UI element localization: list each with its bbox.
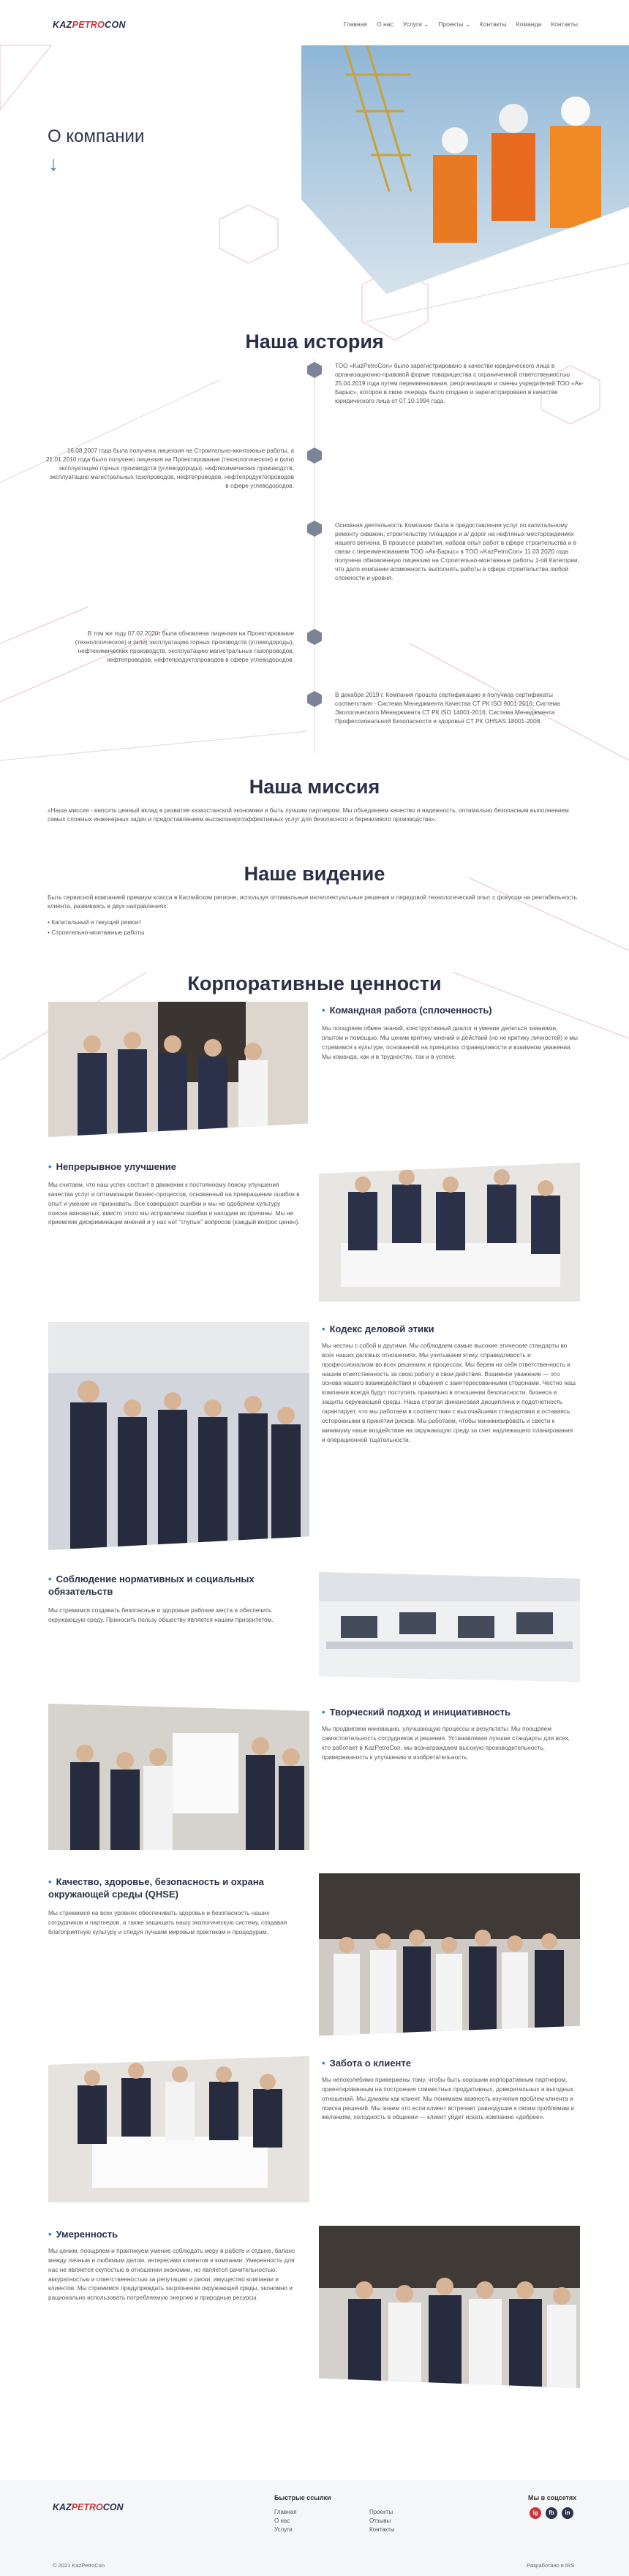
value-title: • Кодекс деловой этики: [322, 1323, 434, 1334]
main-nav: [344, 20, 578, 29]
value-title: • Непрерывное улучшение: [48, 1161, 176, 1172]
timeline-hex-icon: [307, 521, 322, 537]
developer-credit[interactable]: Разработано в IRS: [527, 2562, 575, 2569]
timeline-hex-icon: [307, 362, 322, 378]
timeline-hex-icon: [307, 629, 322, 645]
history-item: ТОО «KazPetroCon» было зарегистрировано в качестве юридического лица в организационно-правовой форме товарищества с ограниченной ответственностью 25.04.2019 года путем переименования, реорганизации и смены учредителей ТОО «Ак-Барыс», которое в свою очередь было создано и зарегистрировано в качестве юридического лица от 07.10.1994 года.: [335, 362, 584, 405]
footer-logo[interactable]: KAZPETROCON: [53, 2502, 124, 2512]
footer-link[interactable]: Отзывы: [369, 2518, 391, 2524]
value-text: Мы продвигаем инновацию, улучшающую процессы и результаты. Мы поощряем самостоятельность сотрудников и решения. Устанавливая лучшие стандарты для всех, кто работает в KazPetroCon, мы вознаграждаем высокую производительность, приверженность к улучшению и изобретательность.: [322, 1725, 570, 1761]
team-photo: [48, 2056, 309, 2202]
history-item: В декабре 2019 г. Компания прошла сертификацию и получила сертификаты соответствия - Система Менеджмента Качества СТ РК ISO 9001-2016; Система Экологического Менеджмента СТ РК ISO 14001-2016; Система Менеджмента Профессиональной Безопасности и здоровья СТ РК OHSAS 18001-2008.: [335, 691, 561, 725]
footer-link[interactable]: Услуги: [274, 2526, 293, 2533]
history-title: Наша история: [245, 331, 384, 352]
vision-title: Наше видение: [244, 863, 385, 885]
nav-about[interactable]: О нас: [377, 20, 393, 28]
nav-projects[interactable]: Проекты ⌄: [438, 20, 470, 28]
footer-links-col-2: [369, 2508, 395, 2534]
value-text: Мы честны с собой и другими. Мы соблюдаем самые высокие этические стандарты во всех наших деловых отношениях. Мы учитываем этику, справедливость и профессионализм во всех решениях и процессах. Мы берем на себя ответственность и нашим ответственность за свою работу и свои действия. Взаимное уважение — это основа нашего взаимодействия и общения с заинтересованными сторонами. Честно наш компании всегда будут поступать правильно в отношении безопасности, бизнеса и защиты окружающей среды. Наша строгая финансовая дисциплина и подотчетность гарантирует, что мы работаем в соответствии с высочайшими стандартами и оставаясь осторожными в принятии рисков. Мы работаем, чтобы минимизировать и свести к минимуму наше воздействие на окружающую среду за счет надлежащего планирования и операционной тщательности.: [322, 1342, 576, 1443]
value-title: • Умеренность: [48, 2229, 118, 2240]
nav-team[interactable]: Команда: [516, 20, 542, 28]
history-item: В том же году 07.02.2020г была обновлена лицензия на Проектирование (технологическое) и (или) эксплуатацию горных производств (углеводороды), нефтехимических производств, эксплуатацию магистральных газопроводов, нефтепроводов, нефтепродуктопроводов в сфере углеводородов.: [75, 630, 294, 664]
linkedin-icon[interactable]: in: [562, 2507, 573, 2519]
team-photo: [319, 2226, 580, 2388]
copyright: © 2021 KazPetroCon: [53, 2562, 105, 2569]
value-title: • Забота о клиенте: [322, 2058, 411, 2069]
site-header: [0, 0, 629, 45]
quick-links-title: Быстрые ссылки: [274, 2494, 331, 2501]
vision-list: [48, 917, 144, 937]
value-text: Мы непоколебимо привержены тому, чтобы быть хорошим корпоративным партнером, ориентированным на построение совместных продуктивных, доверительных и выгодных отношений. Мы думаем как клиент. Мы понимаем важность изучения проблем клиента и поиска решений. Мы знаем что если клиент встречает равнодушие к своим проблемам и желаниям, холодность в общении — клиент уйдет искать компанию «добрее».: [322, 2076, 575, 2121]
social-title: Мы в соцсетях: [528, 2494, 577, 2501]
list-item: • Капитальный и текущий ремонт: [48, 918, 142, 926]
footer-link[interactable]: Проекты: [369, 2509, 393, 2515]
team-photo: [48, 1322, 309, 1550]
list-item: • Строительно-монтажные работы: [48, 929, 145, 937]
history-item: 16.08.2007 года была получена лицензия на Строительно-монтажные работы, а 21.01.2010 года было получено лицензия на Проектирование (технологическое) и (или) эксплуатацию горных производств (углеводороды), нефтехимических производств, эксплуатацию магистральных газопроводов, нефтепроводов, нефтепродуктопроводов в сфере углеводородов.: [45, 447, 294, 490]
value-title: • Качество, здоровье, безопасность и охрана окружающей среды (QHSE): [48, 1876, 264, 1900]
hero-photo: [301, 45, 629, 294]
mission-text: «Наша миссия - вносить ценный вклад в развитие казахстанской экономики и быть лучшим партнером. Мы объединяем качество и надежность, оптимально безопасным выполнением самых сложных инженерных задач и предоставлением высокоэнергоэффективных услуг для безопасного и бережливого производства».: [48, 807, 569, 823]
nav-home[interactable]: Главная: [343, 20, 368, 28]
value-text: Мы стремимся на всех уровнях обеспечивать здоровье и безопасность наших сотрудников и партнеров, а также защищать нашу экологическую систему, создавая благоприятную культуру и следуя лучшим мировым практикам и процедурам.: [48, 1909, 287, 1935]
team-photo: [48, 1002, 308, 1137]
team-photo: [319, 1163, 580, 1302]
timeline-hex-icon: [307, 447, 322, 464]
page-title: О компании: [48, 126, 145, 146]
nav-contacts[interactable]: Контакты: [479, 20, 507, 28]
team-photo: [48, 1704, 309, 1850]
value-text: Мы считаем, что наш успех состоит в движении к постоянному поиску улучшения качества услуг и оптимизации бизнес-процессов, основанный на превращении ошибок в опыт и умение их признавать. Все совершают ошибки и мы не одобряем культуру поиска виноватых, вместо этого мы исправляем ошибки и находим их причины. Мы не приемлем дискриминации мнений и у нас нет "глупых" вопросов (каждый вопрос ценен).: [48, 1181, 300, 1226]
value-text: Мы поощряем обмен знаний, конструктивный диалог и умение делиться знаниями, опытом и помощью. Мы ценим критику мнений и действий (но не критику личностей) и мы стремимся к культуре, основанной на принципах справедливости и взаимном уважении. Мы команда, как и в трудностях, так и в успехе.: [322, 1024, 578, 1060]
nav-contacts-2[interactable]: Контакты: [551, 20, 578, 28]
office-photo: [319, 1572, 580, 1682]
values-title: Корпоративные ценности: [187, 972, 442, 994]
mission-title: Наша миссия: [249, 776, 380, 798]
vision-text: Быть сервисной компанией премиум класса в Каспийском регионе, используя оптимальные интеллектуальные решения и передовой технологический опыт с фокусом на рентабельность клиента, развиваясь в двух направлениях:: [48, 894, 577, 910]
timeline-hex-icon: [307, 691, 322, 707]
footer-link[interactable]: О нас: [274, 2518, 290, 2524]
logo[interactable]: KAZPETROCON: [53, 20, 126, 30]
facebook-icon[interactable]: fb: [546, 2507, 557, 2519]
value-title: • Командная работа (сплоченность): [322, 1005, 492, 1016]
instagram-icon[interactable]: ig: [530, 2507, 541, 2519]
footer-links-col-1: [274, 2508, 296, 2534]
footer-link[interactable]: Контакты: [369, 2526, 395, 2533]
nav-services[interactable]: Услуги ⌄: [402, 20, 429, 28]
team-photo: [319, 1873, 580, 2036]
value-text: Мы стремимся создавать безопасные и здоровые рабочие места и обеспечить окружающую среду. Приносить пользу обществу является нашим приоритетом.: [48, 1606, 274, 1623]
arrow-down-icon[interactable]: ↓: [48, 152, 59, 175]
value-title: • Соблюдение нормативных и социальных обязательств: [48, 1574, 255, 1597]
history-item: Основная деятельность Компании была в предоставлении услуг по капитальному ремонту скважин, строительству площадок и а/ дорог на нефтяных месторождениях нашего региона. В процессе развития, набрав опыт работ в сфере строительства и в связи с переименованием ТОО «Ак-Барыс» в ТОО «KazPetroCon» 11.03.2020 года получена обновленную лицензию на Строительно-монтажные работы 1-ой Категории, что дало компании возможность выполнять работы в сфере строительства любой сложности и уровня.: [335, 521, 579, 582]
footer-link[interactable]: Главная: [274, 2509, 297, 2515]
value-text: Мы ценим, поощряем и практикуем умение соблюдать меру в работе и отдыхе, баланс между личным и любимым делом, интересами клиентов и компании. Умеренность для нас не является скупостью в отношении экономии, но является рачительностью, аккуратностью и ответственностью за репутацию и риски, имущество компании и клиентов. Мы стремимся предупреждать загрязнение окружающей среды, экономно и рационально использовать потребляемую энергию и природные ресурсы.: [48, 2247, 295, 2302]
value-title: • Творческий подход и инициативность: [322, 1707, 511, 1718]
